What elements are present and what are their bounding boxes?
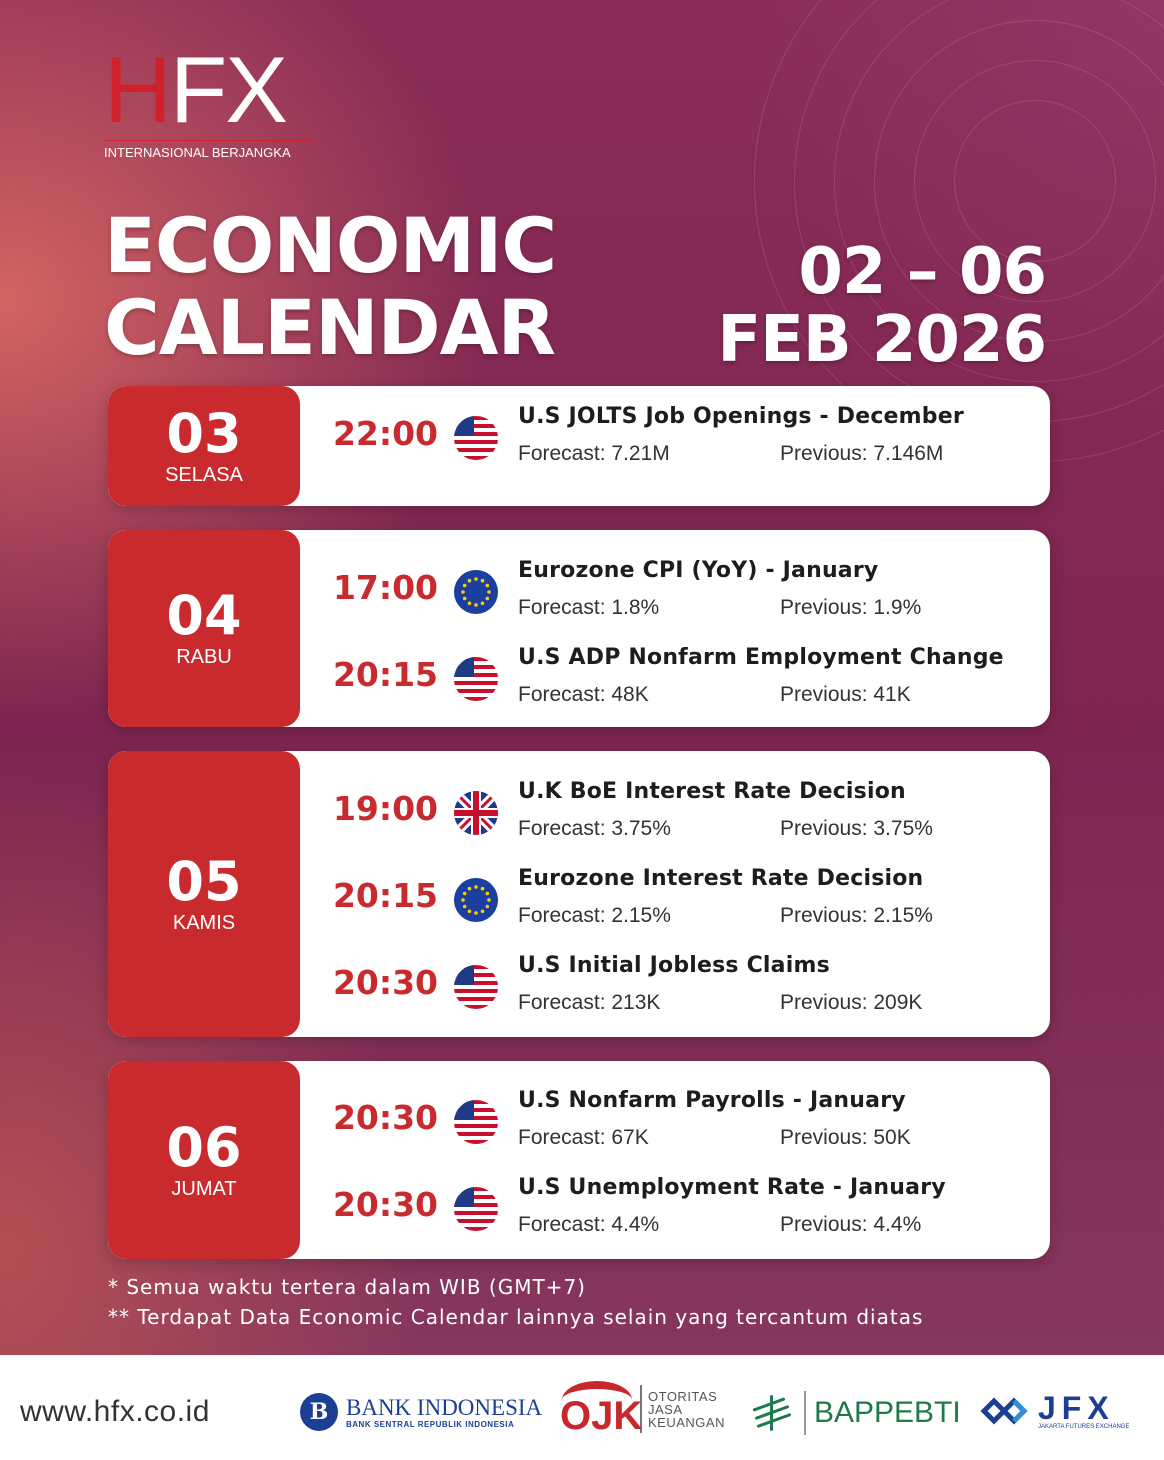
day-number: 04 — [166, 584, 242, 647]
event-row — [108, 1165, 1050, 1245]
footnote-1: * Semua waktu tertera dalam WIB (GMT+7) — [108, 1275, 586, 1299]
date-range — [717, 235, 1046, 377]
day-card — [108, 751, 1050, 1037]
day-name: SELASA — [165, 463, 243, 486]
ojk-emblem-icon — [560, 1381, 643, 1438]
event-title: U.S ADP Nonfarm Employment Change — [518, 645, 1004, 670]
event-row — [108, 1078, 1050, 1158]
event-forecast: Forecast: 67K — [518, 1126, 649, 1149]
event-row — [108, 394, 1050, 474]
event-previous: Previous: 3.75% — [780, 817, 933, 840]
event-forecast: Forecast: 4.4% — [518, 1213, 660, 1236]
footer-bar — [0, 1355, 1164, 1460]
event-time: 20:15 — [332, 876, 439, 915]
eu-flag-icon — [454, 570, 498, 614]
event-row — [108, 548, 1050, 628]
bappebti-emblem-icon — [752, 1391, 796, 1435]
us-flag-icon — [454, 416, 498, 460]
page-title — [104, 201, 557, 372]
day-card — [108, 530, 1050, 727]
event-time: 20:30 — [332, 963, 439, 1002]
event-previous: Previous: 4.4% — [780, 1213, 922, 1236]
ojk-line-3: KEUANGAN — [648, 1414, 725, 1430]
event-row — [108, 769, 1050, 849]
website-link[interactable]: www.hfx.co.id — [20, 1395, 210, 1428]
logo-mark-fx: FX — [169, 37, 287, 142]
jfx-tagline: JAKARTA FUTURES EXCHANGE — [1038, 1424, 1130, 1430]
event-row — [108, 849, 1050, 936]
title-line-2: CALENDAR — [104, 283, 555, 372]
date-range-line-1: 02 – 06 — [798, 235, 1046, 309]
event-title: U.K BoE Interest Rate Decision — [518, 779, 906, 804]
event-row — [108, 943, 1050, 1023]
day-name: JUMAT — [171, 1177, 237, 1200]
event-time: 22:00 — [332, 414, 439, 453]
logo-subtitle: INTERNASIONAL BERJANGKA — [104, 145, 291, 160]
event-previous: Previous: 7.146M — [780, 442, 944, 465]
uk-flag-icon — [454, 791, 498, 835]
event-title: U.S JOLTS Job Openings - December — [518, 404, 964, 429]
us-flag-icon — [454, 1100, 498, 1144]
day-card — [108, 386, 1050, 506]
event-previous: Previous: 50K — [780, 1126, 911, 1149]
event-forecast: Forecast: 3.75% — [518, 817, 671, 840]
ojk-letters: OJK — [560, 1394, 643, 1438]
event-previous: Previous: 2.15% — [780, 904, 933, 927]
logo-mark-h: H — [104, 37, 170, 142]
event-time: 19:00 — [332, 789, 439, 828]
bank-indonesia-name: BANK INDONESIA — [346, 1394, 543, 1420]
us-flag-icon — [454, 1187, 498, 1231]
event-previous: Previous: 41K — [780, 683, 911, 706]
event-title: Eurozone Interest Rate Decision — [518, 866, 924, 891]
event-row — [108, 635, 1050, 715]
date-range-line-2: FEB 2026 — [717, 303, 1046, 377]
event-title: U.S Unemployment Rate - January — [518, 1175, 946, 1200]
event-forecast: Forecast: 7.21M — [518, 442, 670, 465]
footnote-2: ** Terdapat Data Economic Calendar lainnya selain yang tercantum diatas — [108, 1305, 924, 1329]
event-title: U.S Nonfarm Payrolls - January — [518, 1088, 906, 1113]
event-forecast: Forecast: 1.8% — [518, 596, 660, 619]
jfx-logo — [980, 1391, 1129, 1431]
event-forecast: Forecast: 2.15% — [518, 904, 671, 927]
bappebti-name: BAPPEBTI — [814, 1396, 961, 1429]
logo-mark — [104, 37, 324, 142]
day-number: 03 — [166, 401, 242, 465]
us-flag-icon — [454, 965, 498, 1009]
ojk-logo — [560, 1381, 725, 1437]
day-number: 05 — [166, 849, 242, 913]
day-name: RABU — [176, 646, 232, 668]
jfx-name: JFX — [1038, 1390, 1115, 1426]
bank-indonesia-tagline: BANK SENTRAL REPUBLIK INDONESIA — [346, 1419, 515, 1429]
day-number: 06 — [166, 1115, 242, 1179]
bank-indonesia-emblem-icon: B — [300, 1393, 338, 1431]
day-name: KAMIS — [172, 911, 236, 934]
event-title: U.S Initial Jobless Claims — [518, 953, 830, 978]
event-forecast: Forecast: 213K — [518, 991, 661, 1014]
ojk-line-2: JASA — [648, 1401, 683, 1417]
event-previous: Previous: 209K — [780, 991, 923, 1014]
ojk-line-1: OTORITAS — [648, 1388, 718, 1404]
event-previous: Previous: 1.9% — [780, 596, 922, 619]
footnotes — [108, 1272, 923, 1332]
bank-indonesia-logo — [300, 1393, 542, 1431]
event-time: 20:30 — [332, 1185, 439, 1224]
eu-flag-icon — [454, 878, 498, 922]
event-title: Eurozone CPI (YoY) - January — [518, 558, 879, 583]
event-time: 20:30 — [332, 1098, 439, 1137]
title-line-1: ECONOMIC — [104, 201, 557, 290]
hfx-logo — [104, 37, 324, 160]
jfx-emblem-icon — [980, 1391, 1036, 1431]
event-time: 17:00 — [332, 568, 439, 607]
event-time: 20:15 — [332, 655, 439, 694]
bappebti-logo — [752, 1391, 961, 1435]
us-flag-icon — [454, 657, 498, 701]
day-card — [108, 1061, 1050, 1259]
event-forecast: Forecast: 48K — [518, 683, 649, 706]
